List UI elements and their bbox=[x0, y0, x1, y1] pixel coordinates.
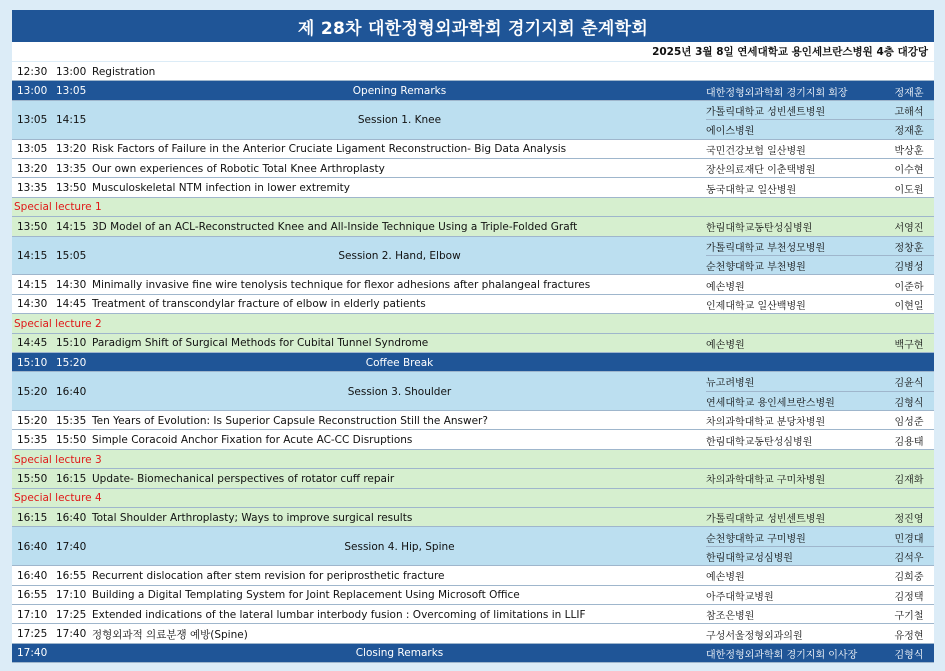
session-header-row bbox=[12, 101, 934, 140]
chair-name: 고해석 bbox=[894, 106, 924, 118]
end-time: 15:20 bbox=[56, 356, 87, 369]
schedule-table bbox=[12, 62, 934, 663]
end-time: 14:45 bbox=[56, 298, 87, 311]
talk-row bbox=[12, 566, 934, 585]
talk-title: 정형외과적 의료분쟁 예방(Spine) bbox=[92, 628, 248, 641]
talk-row bbox=[12, 159, 934, 178]
start-time: 16:40 bbox=[17, 540, 48, 553]
end-time: 17:10 bbox=[56, 589, 87, 602]
start-time: 16:15 bbox=[17, 511, 48, 524]
talk-title: Paradigm Shift of Surgical Methods for Cubital Tunnel Syndrome bbox=[92, 337, 429, 350]
speaker-name: 박상훈 bbox=[894, 145, 924, 157]
talk-row bbox=[12, 62, 934, 81]
speaker-institution: 차의과학대학교 분당차병원 bbox=[706, 417, 826, 429]
talk-title: Ten Years of Evolution: Is Superior Capsule Reconstruction Still the Answer? bbox=[92, 414, 488, 427]
session-title: Session 4. Hip, Spine bbox=[344, 540, 455, 553]
speaker-institution: 한림대학교동탄성심병원 bbox=[706, 436, 813, 448]
chair-name: 정창훈 bbox=[894, 242, 924, 254]
session-title: Session 2. Hand, Elbow bbox=[338, 249, 461, 262]
special-lecture-label-row bbox=[12, 489, 934, 508]
chair-institution: 가톨릭대학교 부천성모병원 bbox=[706, 242, 826, 254]
speaker-name: 백구현 bbox=[894, 339, 924, 351]
talk-row bbox=[12, 430, 934, 449]
special-lecture-label: Special lecture 4 bbox=[14, 492, 102, 505]
speaker-name: 김재화 bbox=[894, 475, 924, 487]
speaker-name: 김정택 bbox=[894, 591, 924, 603]
session-chair bbox=[706, 547, 934, 566]
start-time: 17:40 bbox=[17, 647, 48, 660]
talk-row bbox=[12, 140, 934, 159]
special-lecture-label-row bbox=[12, 198, 934, 217]
start-time: 14:15 bbox=[17, 249, 48, 262]
talk-title: Our own experiences of Robotic Total Knee Arthroplasty bbox=[92, 162, 385, 175]
special-lecture-row bbox=[12, 334, 934, 353]
session-title: Session 1. Knee bbox=[357, 114, 442, 127]
end-time: 16:55 bbox=[56, 569, 87, 582]
start-time: 13:50 bbox=[17, 220, 48, 233]
start-time: 14:30 bbox=[17, 298, 48, 311]
speaker-name: 유정현 bbox=[894, 630, 924, 642]
end-time: 13:20 bbox=[56, 143, 87, 156]
chair-institution: 연세대학교 용인세브란스병원 bbox=[706, 397, 835, 409]
speaker-name: 김형식 bbox=[894, 649, 924, 661]
end-time: 15:05 bbox=[56, 249, 87, 262]
special-lecture-label: Special lecture 1 bbox=[14, 201, 102, 214]
program-item-title: Coffee Break bbox=[365, 356, 434, 369]
session-chair bbox=[706, 120, 934, 139]
session-chair bbox=[706, 372, 934, 391]
start-time: 13:35 bbox=[17, 182, 48, 195]
end-time: 13:50 bbox=[56, 182, 87, 195]
talk-title: Update- Biomechanical perspectives of rotator cuff repair bbox=[92, 472, 395, 485]
start-time: 15:10 bbox=[17, 356, 48, 369]
session-header-row bbox=[12, 372, 934, 411]
special-lecture-row bbox=[12, 508, 934, 527]
speaker-institution: 차의과학대학교 구미차병원 bbox=[706, 475, 826, 487]
speaker-institution: 아주대학교병원 bbox=[706, 591, 774, 603]
event-date-venue: 2025년 3월 8일 연세대학교 용인세브란스병원 4층 대강당 bbox=[12, 42, 934, 61]
end-time: 17:40 bbox=[56, 540, 87, 553]
talk-title: Registration bbox=[92, 65, 156, 78]
start-time: 17:25 bbox=[17, 628, 48, 641]
start-time: 15:50 bbox=[17, 472, 48, 485]
talk-title: Treatment of transcondylar fracture of elbow in elderly patients bbox=[92, 298, 426, 311]
session-chair bbox=[706, 527, 934, 546]
start-time: 12:30 bbox=[17, 65, 48, 78]
program-break-row bbox=[12, 353, 934, 372]
speaker-institution: 예손병원 bbox=[706, 281, 745, 293]
program-title: 제 28차 대한정형외과학회 경기지회 춘계학회 bbox=[12, 10, 934, 42]
speaker-name: 구기철 bbox=[894, 611, 924, 623]
talk-row bbox=[12, 586, 934, 605]
talk-row bbox=[12, 624, 934, 643]
session-chair bbox=[706, 256, 934, 275]
chair-institution: 순천향대학교 구미병원 bbox=[706, 533, 806, 545]
end-time: 15:10 bbox=[56, 337, 87, 350]
chair-institution: 에이스병원 bbox=[706, 126, 755, 138]
chair-name: 김형식 bbox=[894, 397, 924, 409]
end-time: 15:50 bbox=[56, 434, 87, 447]
speaker-institution: 장산의료재단 이춘택병원 bbox=[706, 165, 816, 177]
speaker-institution: 한림대학교동탄성심병원 bbox=[706, 223, 813, 235]
speaker-institution: 동국대학교 일산병원 bbox=[706, 184, 797, 196]
chair-name: 김병성 bbox=[894, 262, 924, 274]
talk-row bbox=[12, 275, 934, 294]
chair-name: 정재훈 bbox=[894, 126, 924, 138]
end-time: 14:15 bbox=[56, 114, 87, 127]
speaker-name: 정재훈 bbox=[894, 87, 924, 99]
chair-name: 민경대 bbox=[894, 533, 924, 545]
speaker-institution: 예손병원 bbox=[706, 572, 745, 584]
start-time: 13:05 bbox=[17, 143, 48, 156]
end-time: 14:30 bbox=[56, 279, 87, 292]
speaker-name: 이수현 bbox=[894, 165, 924, 177]
speaker-name: 임성준 bbox=[894, 417, 924, 429]
talk-row bbox=[12, 605, 934, 624]
end-time: 13:35 bbox=[56, 162, 87, 175]
end-time: 16:40 bbox=[56, 511, 87, 524]
special-lecture-label: Special lecture 3 bbox=[14, 453, 102, 466]
end-time: 16:40 bbox=[56, 385, 87, 398]
chair-institution: 가톨릭대학교 성빈센트병원 bbox=[706, 106, 826, 118]
end-time: 17:25 bbox=[56, 608, 87, 621]
chair-name: 김석우 bbox=[894, 553, 924, 564]
program-item-title: Closing Remarks bbox=[355, 647, 444, 660]
speaker-institution: 가톨릭대학교 성빈센트병원 bbox=[706, 514, 826, 526]
end-time: 14:15 bbox=[56, 220, 87, 233]
talk-title: Musculoskeletal NTM infection in lower extremity bbox=[92, 182, 350, 195]
talk-row bbox=[12, 295, 934, 314]
start-time: 13:00 bbox=[17, 85, 48, 98]
speaker-institution: 대한정형외과학회 경기지회 이사장 bbox=[706, 649, 858, 661]
speaker-institution: 국민건강보험 일산병원 bbox=[706, 145, 806, 157]
talk-title: Extended indications of the lateral lumbar interbody fusion : Overcoming of limitations in LLIF bbox=[92, 608, 586, 621]
start-time: 16:55 bbox=[17, 589, 48, 602]
talk-row bbox=[12, 178, 934, 197]
speaker-name: 서영진 bbox=[894, 223, 924, 235]
speaker-institution: 참조은병원 bbox=[706, 611, 755, 623]
talk-title: Simple Coracoid Anchor Fixation for Acute AC-CC Disruptions bbox=[92, 434, 413, 447]
speaker-name: 이도원 bbox=[894, 184, 924, 196]
talk-title: Minimally invasive fine wire tenolysis technique for flexor adhesions after phalangeal fractures bbox=[92, 279, 591, 292]
chair-institution: 순천향대학교 부천병원 bbox=[706, 262, 806, 274]
speaker-name: 김희중 bbox=[894, 572, 924, 584]
start-time: 14:15 bbox=[17, 279, 48, 292]
session-chair bbox=[706, 237, 934, 256]
speaker-institution: 인제대학교 일산백병원 bbox=[706, 300, 806, 312]
end-time: 15:35 bbox=[56, 414, 87, 427]
talk-title: 3D Model of an ACL-Reconstructed Knee and All-Inside Technique Using a Triple-Folded Graft bbox=[92, 220, 578, 233]
session-header-row bbox=[12, 527, 934, 566]
start-time: 15:20 bbox=[17, 385, 48, 398]
talk-title: Total Shoulder Arthroplasty; Ways to improve surgical results bbox=[92, 511, 413, 524]
session-chair bbox=[706, 392, 934, 411]
end-time: 13:05 bbox=[56, 85, 87, 98]
talk-title: Recurrent dislocation after stem revision for periprosthetic fracture bbox=[92, 569, 445, 582]
speaker-name: 이준하 bbox=[894, 281, 924, 293]
end-time: 17:40 bbox=[56, 628, 87, 641]
speaker-institution: 대한정형외과학회 경기지회 회장 bbox=[706, 87, 848, 99]
speaker-institution: 구성서울정형외과의원 bbox=[706, 630, 803, 642]
start-time: 15:35 bbox=[17, 434, 48, 447]
chair-name: 김윤식 bbox=[894, 378, 924, 390]
program-break-row bbox=[12, 81, 934, 100]
end-time: 16:15 bbox=[56, 472, 87, 485]
start-time: 13:20 bbox=[17, 162, 48, 175]
program-break-row bbox=[12, 644, 934, 663]
talk-title: Risk Factors of Failure in the Anterior Cruciate Ligament Reconstruction- Big Data Analysis bbox=[92, 143, 567, 156]
chair-institution: 한림대학교성심병원 bbox=[706, 553, 793, 564]
start-time: 16:40 bbox=[17, 569, 48, 582]
speaker-name: 김용태 bbox=[894, 436, 924, 448]
start-time: 14:45 bbox=[17, 337, 48, 350]
talk-title: Building a Digital Templating System for Joint Replacement Using Microsoft Office bbox=[92, 589, 520, 602]
session-chair bbox=[706, 101, 934, 120]
talk-row bbox=[12, 411, 934, 430]
speaker-name: 이현일 bbox=[894, 300, 924, 312]
special-lecture-row bbox=[12, 217, 934, 236]
chair-institution: 뉴고려병원 bbox=[706, 378, 755, 390]
special-lecture-row bbox=[12, 469, 934, 488]
speaker-institution: 예손병원 bbox=[706, 339, 745, 351]
end-time: 13:00 bbox=[56, 65, 87, 78]
session-title: Session 3. Shoulder bbox=[347, 385, 452, 398]
start-time: 13:05 bbox=[17, 114, 48, 127]
session-header-row bbox=[12, 237, 934, 276]
program-item-title: Opening Remarks bbox=[352, 85, 447, 98]
special-lecture-label: Special lecture 2 bbox=[14, 317, 102, 330]
start-time: 17:10 bbox=[17, 608, 48, 621]
start-time: 15:20 bbox=[17, 414, 48, 427]
special-lecture-label-row bbox=[12, 450, 934, 469]
speaker-name: 정진영 bbox=[894, 514, 924, 526]
special-lecture-label-row bbox=[12, 314, 934, 333]
